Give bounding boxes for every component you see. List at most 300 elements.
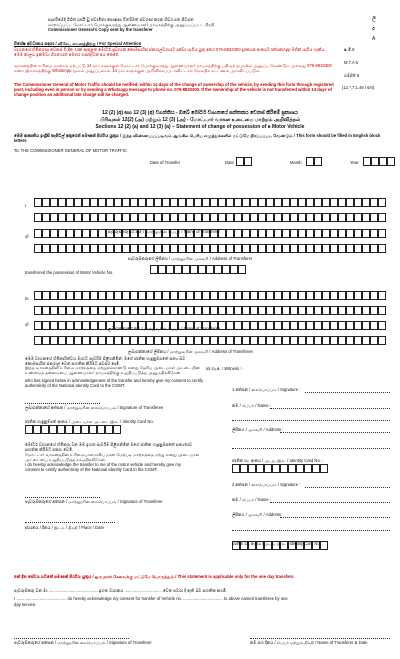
name-transferer-box[interactable] [194, 198, 202, 207]
address-transferer-box[interactable] [106, 244, 114, 253]
name-transferee-box[interactable] [274, 291, 282, 300]
name-transferee-box[interactable] [186, 306, 194, 315]
address-transferee-box[interactable] [298, 321, 306, 330]
name-transferer-box[interactable] [146, 213, 154, 222]
name-transferee-box[interactable] [306, 291, 314, 300]
name-transferee-box[interactable] [338, 306, 346, 315]
vehicle-number-box[interactable] [198, 265, 206, 274]
address-transferer-box[interactable] [250, 229, 258, 238]
witness1-id-box[interactable] [232, 464, 240, 473]
address-transferer-box[interactable] [90, 244, 98, 253]
address-transferer-box[interactable] [298, 244, 306, 253]
address-transferer-box[interactable] [186, 244, 194, 253]
name-transferer-box[interactable] [202, 213, 210, 222]
name-transferee-box[interactable] [338, 291, 346, 300]
address-transferer-box[interactable] [322, 244, 330, 253]
name-transferer-box[interactable] [218, 213, 226, 222]
name-transferee-box[interactable] [346, 306, 354, 315]
witness1-id-box[interactable] [280, 464, 288, 473]
name-transferer-box[interactable] [250, 213, 258, 222]
address-transferer-box[interactable] [354, 244, 362, 253]
address-transferer-box[interactable] [114, 244, 122, 253]
address-transferee-box[interactable] [258, 321, 266, 330]
name-transferer-box[interactable] [362, 213, 370, 222]
year-box[interactable] [387, 157, 395, 166]
address-transferer-box[interactable] [170, 244, 178, 253]
name-transferer-box[interactable] [162, 198, 170, 207]
name-transferer-box[interactable] [58, 198, 66, 207]
name-transferer-box[interactable] [210, 213, 218, 222]
name-transferer-box[interactable] [266, 198, 274, 207]
address-transferer-box[interactable] [354, 229, 362, 238]
vehicle-number-box[interactable] [230, 265, 238, 274]
address-transferee-box[interactable] [250, 336, 258, 345]
year-box[interactable] [363, 157, 371, 166]
address-transferee-box[interactable] [226, 321, 234, 330]
name-transferee-box[interactable] [178, 291, 186, 300]
address-transferee-box[interactable] [290, 321, 298, 330]
name-transferee-box[interactable] [202, 306, 210, 315]
name-transferee-box[interactable] [98, 306, 106, 315]
address-transferee-box[interactable] [42, 336, 50, 345]
name-transferee-box[interactable] [194, 291, 202, 300]
name-transferer-box[interactable] [186, 198, 194, 207]
name-transferer-box[interactable] [370, 198, 378, 207]
name-transferee-box[interactable] [138, 306, 146, 315]
address-transferer-box[interactable] [362, 244, 370, 253]
w1-name-line-2[interactable] [232, 420, 390, 421]
address-transferee-box[interactable] [218, 336, 226, 345]
name-transferee-box[interactable] [362, 291, 370, 300]
date-box[interactable] [244, 157, 252, 166]
name-transferee-box[interactable] [210, 291, 218, 300]
address-transferer-box[interactable] [50, 229, 58, 238]
transferee-id-box[interactable] [105, 425, 113, 434]
address-transferer-box[interactable] [42, 244, 50, 253]
name-transferer-box[interactable] [122, 198, 130, 207]
address-transferee-box[interactable] [354, 321, 362, 330]
name-transferee-box[interactable] [98, 291, 106, 300]
address-transferer-box[interactable] [226, 244, 234, 253]
address-transferee-box[interactable] [314, 336, 322, 345]
address-transferee-box[interactable] [74, 321, 82, 330]
address-transferee-box[interactable] [250, 321, 258, 330]
name-transferee-box[interactable] [42, 306, 50, 315]
name-transferee-box[interactable] [42, 291, 50, 300]
name-transferee-box[interactable] [290, 306, 298, 315]
name-transferee-box[interactable] [146, 306, 154, 315]
name-transferer-box[interactable] [274, 198, 282, 207]
address-transferer-box[interactable] [122, 244, 130, 253]
name-transferer-box[interactable] [346, 198, 354, 207]
address-transferee-box[interactable] [274, 321, 282, 330]
address-transferee-box[interactable] [282, 321, 290, 330]
address-transferer-box[interactable] [306, 244, 314, 253]
witness1-id-box[interactable] [304, 464, 312, 473]
signature-line[interactable] [14, 638, 129, 639]
address-transferer-box[interactable] [362, 229, 370, 238]
name-transferee-box[interactable] [346, 291, 354, 300]
name-transferee-box[interactable] [250, 291, 258, 300]
address-transferee-box[interactable] [98, 336, 106, 345]
address-transferer-box[interactable] [34, 229, 42, 238]
transferee-id-box[interactable] [49, 425, 57, 434]
address-transferee-box[interactable] [378, 336, 386, 345]
signature-line[interactable] [25, 497, 100, 498]
address-transferee-box[interactable] [242, 336, 250, 345]
address-transferer-box[interactable] [338, 229, 346, 238]
address-transferer-box[interactable] [370, 229, 378, 238]
name-transferer-box[interactable] [370, 213, 378, 222]
name-transferer-box[interactable] [82, 198, 90, 207]
name-transferee-box[interactable] [138, 291, 146, 300]
transferee-id-box[interactable] [73, 425, 81, 434]
address-transferer-box[interactable] [290, 244, 298, 253]
address-transferee-box[interactable] [58, 321, 66, 330]
w2-name-line[interactable] [270, 502, 390, 503]
vehicle-number-box[interactable] [206, 265, 214, 274]
address-transferee-box[interactable] [50, 321, 58, 330]
name-transferer-box[interactable] [250, 198, 258, 207]
address-transferee-box[interactable] [346, 336, 354, 345]
name-transferee-box[interactable] [194, 306, 202, 315]
name-transferer-box[interactable] [162, 213, 170, 222]
name-transferer-box[interactable] [210, 198, 218, 207]
name-transferer-box[interactable] [106, 213, 114, 222]
place-date-line[interactable] [25, 522, 115, 523]
name-transferee-box[interactable] [154, 306, 162, 315]
name-transferer-box[interactable] [170, 198, 178, 207]
address-transferer-box[interactable] [146, 244, 154, 253]
year-box[interactable] [371, 157, 379, 166]
w2-signature-line[interactable] [305, 487, 390, 488]
address-transferee-box[interactable] [34, 321, 42, 330]
name-transferer-box[interactable] [34, 198, 42, 207]
name-transferer-box[interactable] [282, 213, 290, 222]
name-transferee-box[interactable] [130, 306, 138, 315]
address-transferee-box[interactable] [370, 336, 378, 345]
name-transferee-box[interactable] [154, 291, 162, 300]
address-transferer-box[interactable] [314, 244, 322, 253]
address-transferee-box[interactable] [338, 321, 346, 330]
name-transferer-box[interactable] [274, 213, 282, 222]
address-transferee-box[interactable] [362, 336, 370, 345]
address-transferer-box[interactable] [34, 244, 42, 253]
address-transferer-box[interactable] [242, 229, 250, 238]
address-transferee-box[interactable] [210, 336, 218, 345]
address-transferer-box[interactable] [210, 244, 218, 253]
name-transferee-box[interactable] [242, 291, 250, 300]
name-transferee-box[interactable] [178, 306, 186, 315]
address-transferee-box[interactable] [242, 321, 250, 330]
w1-name-line[interactable] [270, 408, 390, 409]
address-transferee-box[interactable] [234, 336, 242, 345]
w1-signature-line[interactable] [305, 392, 390, 393]
name-transferer-box[interactable] [130, 198, 138, 207]
witness1-id-box[interactable] [240, 464, 248, 473]
name-transferer-box[interactable] [314, 213, 322, 222]
name-transferee-box[interactable] [34, 291, 42, 300]
name-transferee-box[interactable] [282, 306, 290, 315]
address-transferee-box[interactable] [306, 336, 314, 345]
address-transferer-box[interactable] [330, 244, 338, 253]
vehicle-number-box[interactable] [174, 265, 182, 274]
name-transferer-box[interactable] [354, 213, 362, 222]
address-transferer-box[interactable] [162, 244, 170, 253]
address-transferee-box[interactable] [322, 336, 330, 345]
name-transferee-box[interactable] [50, 291, 58, 300]
name-transferee-box[interactable] [162, 291, 170, 300]
address-transferee-box[interactable] [234, 321, 242, 330]
name-transferee-box[interactable] [58, 291, 66, 300]
w1-address-line[interactable] [280, 432, 390, 433]
address-transferee-box[interactable] [162, 336, 170, 345]
address-transferee-box[interactable] [154, 336, 162, 345]
name-transferer-box[interactable] [170, 213, 178, 222]
address-transferer-box[interactable] [346, 244, 354, 253]
address-transferee-box[interactable] [346, 321, 354, 330]
name-transferer-box[interactable] [378, 213, 386, 222]
address-transferer-box[interactable] [58, 229, 66, 238]
month-box[interactable] [306, 157, 314, 166]
witness1-id-box[interactable] [248, 464, 256, 473]
name-transferer-box[interactable] [346, 213, 354, 222]
address-transferer-box[interactable] [314, 229, 322, 238]
name-transferer-box[interactable] [50, 213, 58, 222]
address-transferer-box[interactable] [234, 229, 242, 238]
name-transferee-box[interactable] [370, 291, 378, 300]
name-transferer-box[interactable] [106, 198, 114, 207]
name-transferer-box[interactable] [306, 213, 314, 222]
name-transferee-box[interactable] [362, 306, 370, 315]
name-transferee-box[interactable] [66, 306, 74, 315]
address-transferer-box[interactable] [50, 244, 58, 253]
name-transferer-box[interactable] [178, 198, 186, 207]
witness1-id-box[interactable] [312, 464, 320, 473]
address-transferee-box[interactable] [90, 321, 98, 330]
name-transferer-box[interactable] [242, 213, 250, 222]
address-transferer-box[interactable] [234, 244, 242, 253]
name-transferer-box[interactable] [90, 198, 98, 207]
name-transferer-box[interactable] [138, 213, 146, 222]
witness1-id-box[interactable] [296, 464, 304, 473]
address-transferer-box[interactable] [90, 229, 98, 238]
witness1-id-box[interactable] [256, 464, 264, 473]
address-transferee-box[interactable] [82, 336, 90, 345]
month-box[interactable] [314, 157, 322, 166]
address-transferee-box[interactable] [98, 321, 106, 330]
address-transferee-box[interactable] [226, 336, 234, 345]
name-transferer-box[interactable] [122, 213, 130, 222]
name-transferer-box[interactable] [258, 213, 266, 222]
name-transferee-box[interactable] [170, 306, 178, 315]
address-transferer-box[interactable] [282, 229, 290, 238]
date-box[interactable] [236, 157, 244, 166]
address-transferee-box[interactable] [106, 336, 114, 345]
address-transferer-box[interactable] [370, 244, 378, 253]
address-transferee-box[interactable] [370, 321, 378, 330]
name-transferer-box[interactable] [338, 198, 346, 207]
name-transferer-box[interactable] [322, 198, 330, 207]
address-transferee-box[interactable] [82, 321, 90, 330]
address-transferee-box[interactable] [58, 336, 66, 345]
address-transferee-box[interactable] [266, 321, 274, 330]
name-transferer-box[interactable] [330, 198, 338, 207]
address-transferee-box[interactable] [362, 321, 370, 330]
name-transferer-box[interactable] [186, 213, 194, 222]
name-transferee-box[interactable] [242, 306, 250, 315]
transferee-id-box[interactable] [57, 425, 65, 434]
name-transferer-box[interactable] [130, 213, 138, 222]
name-transferee-box[interactable] [378, 291, 386, 300]
name-transferer-box[interactable] [322, 213, 330, 222]
address-transferee-box[interactable] [330, 321, 338, 330]
name-transferer-box[interactable] [362, 198, 370, 207]
address-transferee-box[interactable] [330, 336, 338, 345]
address-transferer-box[interactable] [306, 229, 314, 238]
address-transferee-box[interactable] [42, 321, 50, 330]
name-transferee-box[interactable] [330, 291, 338, 300]
name-transferee-box[interactable] [266, 306, 274, 315]
address-transferee-box[interactable] [266, 336, 274, 345]
address-transferer-box[interactable] [138, 244, 146, 253]
address-transferer-box[interactable] [130, 244, 138, 253]
name-transferee-box[interactable] [210, 306, 218, 315]
name-transferee-box[interactable] [74, 291, 82, 300]
address-transferer-box[interactable] [74, 244, 82, 253]
name-transferee-box[interactable] [290, 291, 298, 300]
address-transferee-box[interactable] [34, 336, 42, 345]
address-transferer-box[interactable] [274, 244, 282, 253]
name-transferer-box[interactable] [314, 198, 322, 207]
address-transferee-box[interactable] [258, 336, 266, 345]
transferee-id-box[interactable] [97, 425, 105, 434]
name-transferee-box[interactable] [298, 306, 306, 315]
name-transferer-box[interactable] [234, 213, 242, 222]
name-transferee-box[interactable] [282, 291, 290, 300]
address-transferer-box[interactable] [290, 229, 298, 238]
name-transferee-box[interactable] [370, 306, 378, 315]
address-transferee-box[interactable] [290, 336, 298, 345]
name-transferee-box[interactable] [90, 291, 98, 300]
name-transferer-box[interactable] [298, 198, 306, 207]
name-transferee-box[interactable] [322, 306, 330, 315]
name-transferer-box[interactable] [42, 213, 50, 222]
address-transferer-box[interactable] [266, 244, 274, 253]
name-transferee-box[interactable] [330, 306, 338, 315]
name-transferee-box[interactable] [186, 291, 194, 300]
address-transferee-box[interactable] [114, 336, 122, 345]
name-transferee-box[interactable] [106, 306, 114, 315]
name-transferer-box[interactable] [114, 213, 122, 222]
address-transferee-box[interactable] [186, 336, 194, 345]
address-transferee-box[interactable] [90, 336, 98, 345]
name-transferee-box[interactable] [122, 291, 130, 300]
name-transferer-box[interactable] [82, 213, 90, 222]
address-transferer-box[interactable] [322, 229, 330, 238]
name-transferee-box[interactable] [58, 306, 66, 315]
vehicle-number-box[interactable] [238, 265, 246, 274]
name-transferer-box[interactable] [58, 213, 66, 222]
address-transferer-box[interactable] [194, 244, 202, 253]
name-transferee-box[interactable] [378, 306, 386, 315]
name-transferer-box[interactable] [114, 198, 122, 207]
address-transferer-box[interactable] [258, 229, 266, 238]
name-transferee-box[interactable] [74, 306, 82, 315]
address-transferer-box[interactable] [218, 244, 226, 253]
name-transferer-box[interactable] [354, 198, 362, 207]
name-transferee-box[interactable] [322, 291, 330, 300]
address-transferee-box[interactable] [170, 336, 178, 345]
name-transferer-box[interactable] [66, 198, 74, 207]
name-transferee-box[interactable] [354, 306, 362, 315]
witness1-id-box[interactable] [272, 464, 280, 473]
witness1-id-box[interactable] [320, 464, 328, 473]
name-transferer-box[interactable] [266, 213, 274, 222]
name-transferer-box[interactable] [226, 198, 234, 207]
name-transferer-box[interactable] [74, 213, 82, 222]
address-transferer-box[interactable] [66, 244, 74, 253]
transferee-id-box[interactable] [89, 425, 97, 434]
name-transferee-box[interactable] [306, 306, 314, 315]
name-transferer-box[interactable] [202, 198, 210, 207]
vehicle-number-box[interactable] [222, 265, 230, 274]
address-transferer-box[interactable] [66, 229, 74, 238]
transferee-id-box[interactable] [65, 425, 73, 434]
name-transferee-box[interactable] [226, 291, 234, 300]
name-transferee-box[interactable] [90, 306, 98, 315]
address-transferer-box[interactable] [298, 229, 306, 238]
name-transferee-box[interactable] [114, 306, 122, 315]
name-transferee-box[interactable] [106, 291, 114, 300]
address-transferer-box[interactable] [258, 244, 266, 253]
address-transferer-box[interactable] [178, 244, 186, 253]
address-transferee-box[interactable] [138, 336, 146, 345]
name-transferer-box[interactable] [330, 213, 338, 222]
name-transferer-box[interactable] [378, 198, 386, 207]
address-transferer-box[interactable] [74, 229, 82, 238]
address-transferee-box[interactable] [66, 336, 74, 345]
name-transferee-box[interactable] [234, 306, 242, 315]
name-transferee-box[interactable] [298, 291, 306, 300]
name-transferer-box[interactable] [234, 198, 242, 207]
name-transferer-box[interactable] [154, 198, 162, 207]
address-transferee-box[interactable] [178, 336, 186, 345]
name-transferee-box[interactable] [266, 291, 274, 300]
address-transferee-box[interactable] [282, 336, 290, 345]
name-transferer-box[interactable] [242, 198, 250, 207]
name-transferee-box[interactable] [50, 306, 58, 315]
name-transferer-box[interactable] [42, 198, 50, 207]
vehicle-number-box[interactable] [166, 265, 174, 274]
vehicle-number-box[interactable] [214, 265, 222, 274]
name-transferer-box[interactable] [34, 213, 42, 222]
address-transferer-box[interactable] [282, 244, 290, 253]
address-transferee-box[interactable] [298, 336, 306, 345]
year-box[interactable] [379, 157, 387, 166]
name-transferer-box[interactable] [98, 198, 106, 207]
name-transferee-box[interactable] [170, 291, 178, 300]
address-transferer-box[interactable] [338, 244, 346, 253]
name-transferer-box[interactable] [282, 198, 290, 207]
name-transferer-box[interactable] [194, 213, 202, 222]
address-transferer-box[interactable] [378, 229, 386, 238]
w2-address-line-2[interactable] [232, 530, 390, 531]
name-transferee-box[interactable] [314, 306, 322, 315]
name-transferer-box[interactable] [290, 213, 298, 222]
address-transferer-box[interactable] [250, 244, 258, 253]
name-transferer-box[interactable] [258, 198, 266, 207]
